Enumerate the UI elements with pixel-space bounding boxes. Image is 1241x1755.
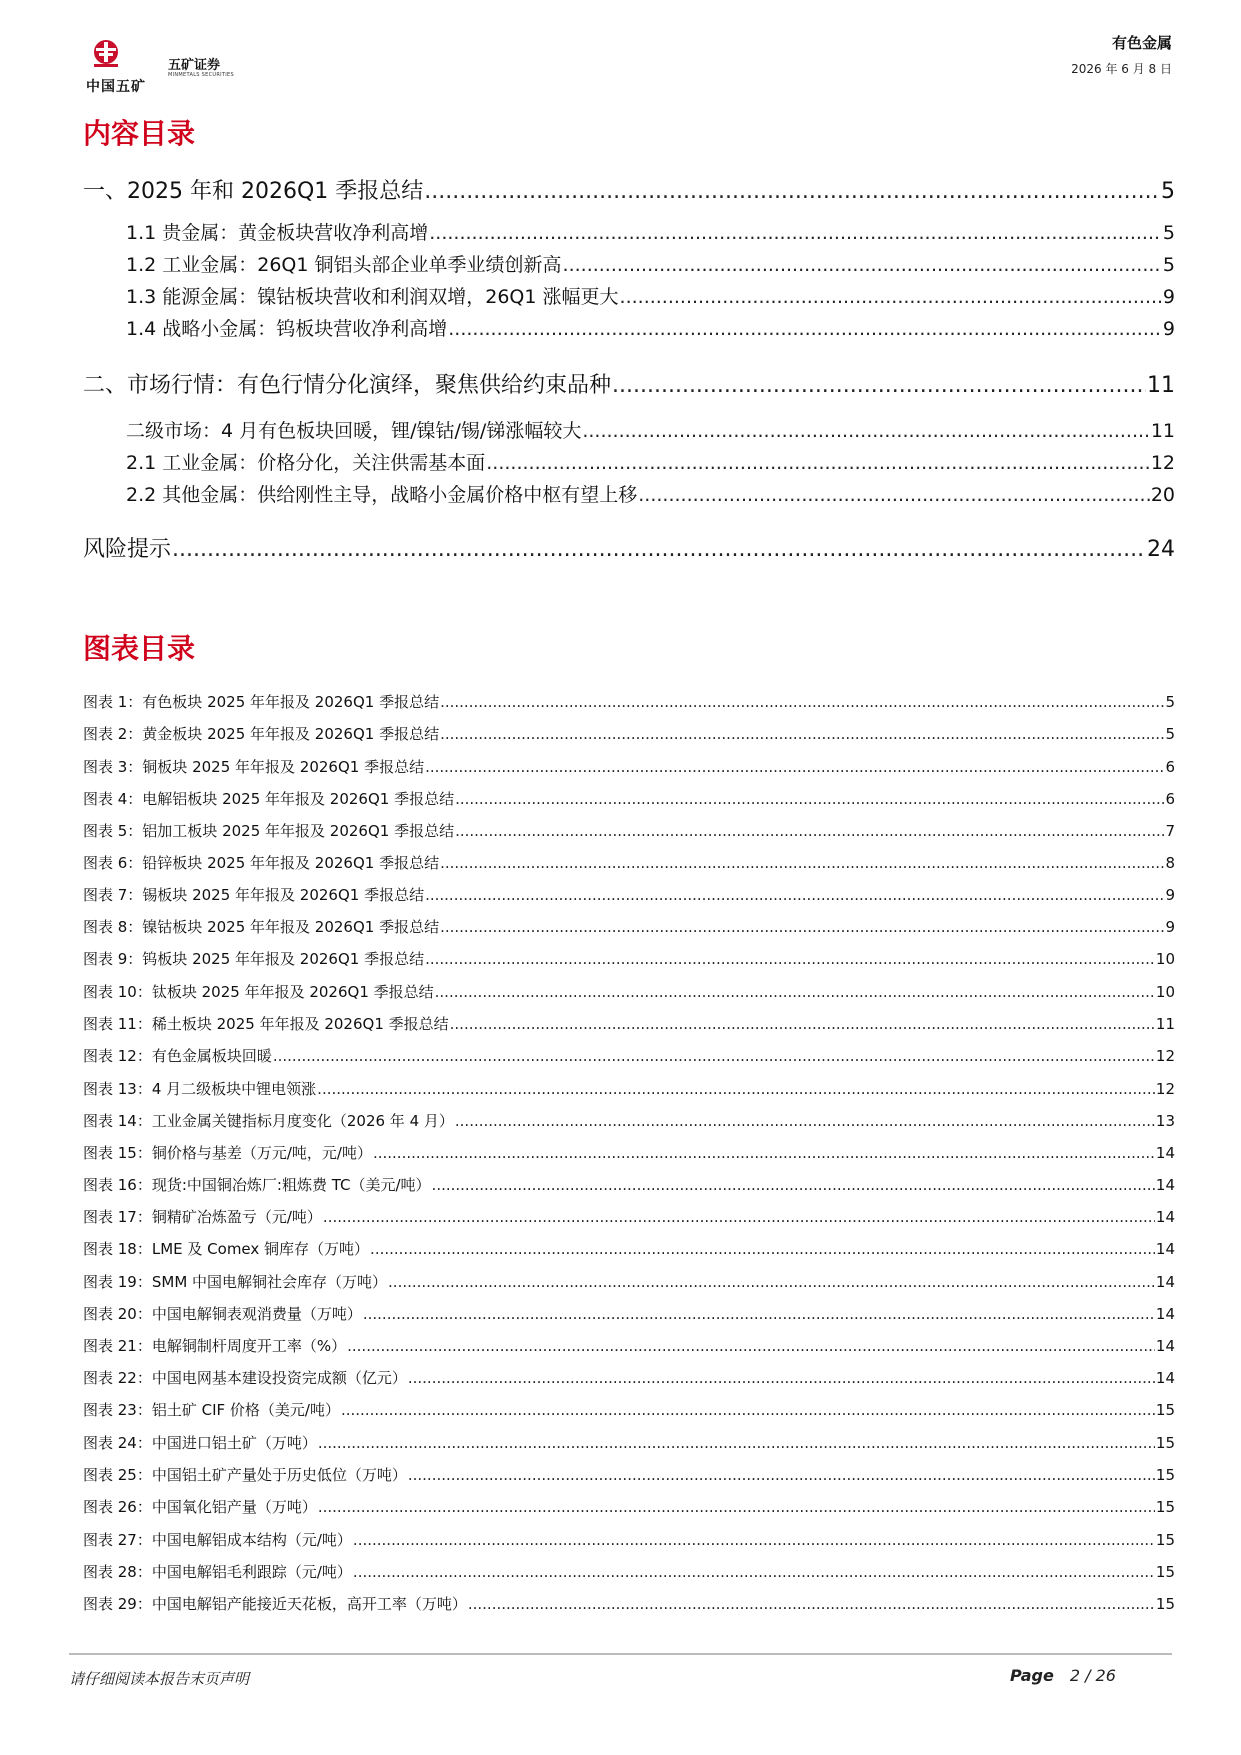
figure-entry-text: 图表 17：铜精矿冶炼盈亏（元/吨） xyxy=(83,1208,322,1226)
dot-leader xyxy=(455,822,1164,840)
toc-entry-page: 5 xyxy=(1162,222,1175,244)
figure-entry-page: 10 xyxy=(1155,950,1175,968)
dot-leader xyxy=(172,537,1146,562)
figure-entry-page: 14 xyxy=(1155,1144,1175,1162)
figure-entry-text: 图表 14：工业金属关键指标月度变化（2026 年 4 月） xyxy=(83,1112,454,1130)
figure-entry[interactable] xyxy=(83,884,1175,905)
dot-leader xyxy=(318,1498,1155,1516)
dot-leader xyxy=(612,373,1146,398)
figure-entry-text: 图表 4：电解铝板块 2025 年年报及 2026Q1 季报总结 xyxy=(83,790,455,808)
toc-entry[interactable] xyxy=(126,448,1175,475)
dot-leader xyxy=(347,1337,1155,1355)
figure-entry-page: 10 xyxy=(1155,983,1175,1001)
figure-entry-text: 图表 18：LME 及 Comex 铜库存（万吨） xyxy=(83,1240,370,1258)
figure-entry-text: 图表 29：中国电解铝产能接近天花板，高开工率（万吨） xyxy=(83,1595,467,1613)
toc-entry-page: 11 xyxy=(1150,420,1175,442)
toc-entry-page: 24 xyxy=(1147,537,1175,562)
figure-entry-page: 7 xyxy=(1165,822,1175,840)
report-category: 有色金属 xyxy=(1111,34,1172,52)
figure-entry[interactable] xyxy=(83,691,1175,712)
footer-divider xyxy=(69,1653,1172,1655)
figure-entry-page: 11 xyxy=(1155,1015,1175,1033)
toc-entry[interactable] xyxy=(126,218,1175,245)
dot-leader xyxy=(317,1080,1155,1098)
figure-entry-page: 15 xyxy=(1155,1498,1175,1516)
dot-leader xyxy=(370,1240,1155,1258)
logo-securities-cn: 五矿证券 xyxy=(168,58,221,73)
dot-leader xyxy=(440,854,1164,872)
dot-leader xyxy=(440,725,1164,743)
dot-leader xyxy=(425,950,1155,968)
figure-entry-text: 图表 24：中国进口铝土矿（万吨） xyxy=(83,1434,317,1452)
figure-entry-page: 15 xyxy=(1155,1595,1175,1613)
figure-entry-text: 图表 22：中国电网基本建设投资完成额（亿元） xyxy=(83,1369,407,1387)
dot-leader xyxy=(620,286,1162,308)
figure-entry[interactable] xyxy=(83,1335,1175,1356)
dot-leader xyxy=(425,758,1164,776)
toc-entry[interactable] xyxy=(126,416,1175,443)
figure-entry-page: 9 xyxy=(1165,918,1175,936)
dot-leader xyxy=(455,790,1164,808)
dot-leader xyxy=(363,1305,1155,1323)
page-label: Page xyxy=(1010,1666,1054,1685)
toc-entry[interactable] xyxy=(83,174,1175,205)
dot-leader xyxy=(450,1015,1155,1033)
dot-leader xyxy=(432,1176,1155,1194)
figure-entry[interactable] xyxy=(83,1271,1175,1292)
toc-entry[interactable] xyxy=(126,314,1175,341)
figure-entry-page: 14 xyxy=(1155,1369,1175,1387)
figure-entry-text: 图表 16：现货:中国铜冶炼厂:粗炼费 TC（美元/吨） xyxy=(83,1176,431,1194)
toc-entry-text: 一、2025 年和 2026Q1 季报总结 xyxy=(83,179,424,204)
toc-entry-text: 1.1 贵金属：黄金板块营收净利高增 xyxy=(126,222,429,244)
figure-entry-page: 6 xyxy=(1165,758,1175,776)
figure-entry-page: 14 xyxy=(1155,1240,1175,1258)
figure-entry[interactable] xyxy=(83,1367,1175,1388)
figure-entry-text: 图表 20：中国电解铜表观消费量（万吨） xyxy=(83,1305,362,1323)
toc-entry-text: 1.4 战略小金属：钨板块营收净利高增 xyxy=(126,318,448,340)
minmetals-emblem-icon xyxy=(80,38,140,78)
figure-entry-text: 图表 12：有色金属板块回暖 xyxy=(83,1047,272,1065)
dot-leader xyxy=(318,1434,1155,1452)
figure-entry-text: 图表 28：中国电解铝毛利跟踪（元/吨） xyxy=(83,1563,352,1581)
figure-entry-text: 图表 10：钛板块 2025 年年报及 2026Q1 季报总结 xyxy=(83,983,434,1001)
figure-entry-page: 12 xyxy=(1155,1080,1175,1098)
figure-entry-page: 15 xyxy=(1155,1531,1175,1549)
toc-entry-page: 5 xyxy=(1162,254,1175,276)
toc-entry-page: 5 xyxy=(1161,179,1175,204)
figure-entry-text: 图表 27：中国电解铝成本结构（元/吨） xyxy=(83,1531,352,1549)
figure-entry[interactable] xyxy=(83,1206,1175,1227)
toc-entry-page: 12 xyxy=(1150,452,1175,474)
toc-entry-text: 1.3 能源金属：镍钴板块营收和利润双增，26Q1 涨幅更大 xyxy=(126,286,619,308)
dot-leader xyxy=(468,1595,1155,1613)
figure-entry-page: 15 xyxy=(1155,1466,1175,1484)
toc-entry[interactable] xyxy=(83,368,1175,399)
toc-entry-text: 2.2 其他金属：供给刚性主导，战略小金属价格中枢有望上移 xyxy=(126,484,638,506)
figure-entry-text: 图表 21：电解铜制杆周度开工率（%） xyxy=(83,1337,347,1355)
figure-entry[interactable] xyxy=(83,1174,1175,1195)
toc-entry[interactable] xyxy=(126,282,1175,309)
toc-entry-text: 1.2 工业金属：26Q1 铜铝头部企业单季业绩创新高 xyxy=(126,254,562,276)
report-date: 2026 年 6 月 8 日 xyxy=(1071,62,1172,76)
footer-disclaimer: 请仔细阅读本报告末页声明 xyxy=(69,1670,250,1688)
figure-entry[interactable] xyxy=(83,1464,1175,1485)
figure-entry-text: 图表 26：中国氧化铝产量（万吨） xyxy=(83,1498,317,1516)
dot-leader xyxy=(323,1208,1155,1226)
figure-entry-page: 6 xyxy=(1165,790,1175,808)
dot-leader xyxy=(448,318,1162,340)
toc-entry[interactable] xyxy=(83,532,1175,563)
figure-entry[interactable] xyxy=(83,981,1175,1002)
figure-entry[interactable] xyxy=(83,1238,1175,1259)
figure-entry[interactable] xyxy=(83,1399,1175,1420)
figures-title: 图表目录 xyxy=(83,632,196,665)
figure-entry-text: 图表 11：稀土板块 2025 年年报及 2026Q1 季报总结 xyxy=(83,1015,449,1033)
figure-entry[interactable] xyxy=(83,820,1175,841)
dot-leader xyxy=(373,1144,1155,1162)
dot-leader xyxy=(408,1466,1155,1484)
toc-entry-page: 20 xyxy=(1150,484,1175,506)
toc-entry-page: 11 xyxy=(1147,373,1175,398)
figure-entry-page: 14 xyxy=(1155,1176,1175,1194)
dot-leader xyxy=(425,886,1164,904)
dot-leader xyxy=(273,1047,1155,1065)
toc-entry-text: 2.1 工业金属：价格分化，关注供需基本面 xyxy=(126,452,486,474)
figure-entry[interactable] xyxy=(83,723,1175,744)
figure-entry-text: 图表 5：铝加工板块 2025 年年报及 2026Q1 季报总结 xyxy=(83,822,455,840)
dot-leader xyxy=(638,484,1150,506)
figure-entry[interactable] xyxy=(83,1013,1175,1034)
figure-entry[interactable] xyxy=(83,1045,1175,1066)
figure-entry-text: 图表 19：SMM 中国电解铜社会库存（万吨） xyxy=(83,1273,388,1291)
dot-leader xyxy=(353,1563,1155,1581)
dot-leader xyxy=(353,1531,1155,1549)
figure-entry[interactable] xyxy=(83,756,1175,777)
figure-entry-page: 14 xyxy=(1155,1208,1175,1226)
figure-entry-page: 14 xyxy=(1155,1305,1175,1323)
figure-entry-text: 图表 25：中国铝土矿产量处于历史低位（万吨） xyxy=(83,1466,407,1484)
figure-entry-text: 图表 9：钨板块 2025 年年报及 2026Q1 季报总结 xyxy=(83,950,425,968)
figure-entry[interactable] xyxy=(83,1110,1175,1131)
figure-entry-page: 12 xyxy=(1155,1047,1175,1065)
figure-entry-text: 图表 13：4 月二级板块中锂电领涨 xyxy=(83,1080,317,1098)
dot-leader xyxy=(429,222,1162,244)
footer-page-indicator xyxy=(1010,1666,1116,1685)
dot-leader xyxy=(455,1112,1155,1130)
toc-entry-page: 9 xyxy=(1162,318,1175,340)
figure-entry[interactable] xyxy=(83,1078,1175,1099)
page-number: 2 / 26 xyxy=(1069,1666,1116,1685)
figure-entry[interactable] xyxy=(83,852,1175,873)
figure-entry[interactable] xyxy=(83,788,1175,809)
dot-leader xyxy=(486,452,1150,474)
figure-entry-page: 15 xyxy=(1155,1563,1175,1581)
figure-entry-text: 图表 7：锡板块 2025 年年报及 2026Q1 季报总结 xyxy=(83,886,425,904)
figure-entry[interactable] xyxy=(83,1496,1175,1517)
figure-entry-text: 图表 3：铜板块 2025 年年报及 2026Q1 季报总结 xyxy=(83,758,425,776)
figure-entry-page: 13 xyxy=(1155,1112,1175,1130)
toc-entry-text: 二、市场行情：有色行情分化演绎，聚焦供给约束品种 xyxy=(83,373,612,398)
toc-entry-page: 9 xyxy=(1162,286,1175,308)
toc-entry-text: 风险提示 xyxy=(83,537,172,562)
figure-entry[interactable] xyxy=(83,1529,1175,1550)
toc-entry[interactable] xyxy=(126,250,1175,277)
figure-entry-page: 15 xyxy=(1155,1401,1175,1419)
toc-entry[interactable] xyxy=(126,480,1175,507)
figure-entry-page: 9 xyxy=(1165,886,1175,904)
dot-leader xyxy=(563,254,1162,276)
dot-leader xyxy=(440,918,1164,936)
dot-leader xyxy=(440,693,1164,711)
company-logo xyxy=(80,38,270,98)
dot-leader xyxy=(424,179,1160,204)
figure-entry-page: 5 xyxy=(1165,725,1175,743)
figure-entry-page: 8 xyxy=(1165,854,1175,872)
figure-entry[interactable] xyxy=(83,1593,1175,1614)
dot-leader xyxy=(435,983,1155,1001)
figure-entry-page: 14 xyxy=(1155,1337,1175,1355)
figure-entry-text: 图表 2：黄金板块 2025 年年报及 2026Q1 季报总结 xyxy=(83,725,440,743)
figure-entry[interactable] xyxy=(83,1303,1175,1324)
toc-entry-text: 二级市场：4 月有色板块回暖，锂/镍钴/锡/锑涨幅较大 xyxy=(126,420,582,442)
figure-entry[interactable] xyxy=(83,916,1175,937)
figure-entry[interactable] xyxy=(83,948,1175,969)
figure-entry-text: 图表 23：铝土矿 CIF 价格（美元/吨） xyxy=(83,1401,340,1419)
logo-text-cn: 中国五矿 xyxy=(86,79,146,95)
figure-entry-page: 5 xyxy=(1165,693,1175,711)
dot-leader xyxy=(388,1273,1155,1291)
figure-entry-page: 15 xyxy=(1155,1434,1175,1452)
figure-entry[interactable] xyxy=(83,1561,1175,1582)
dot-leader xyxy=(408,1369,1155,1387)
toc-title: 内容目录 xyxy=(83,117,196,150)
figure-entry-page: 14 xyxy=(1155,1273,1175,1291)
dot-leader xyxy=(341,1401,1155,1419)
page-header xyxy=(0,0,1241,110)
figure-entry-text: 图表 1：有色板块 2025 年年报及 2026Q1 季报总结 xyxy=(83,693,440,711)
logo-securities-en: MINMETALS SECURITIES xyxy=(168,72,234,78)
figure-entry[interactable] xyxy=(83,1432,1175,1453)
figure-entry[interactable] xyxy=(83,1142,1175,1163)
figure-entry-text: 图表 8：镍钴板块 2025 年年报及 2026Q1 季报总结 xyxy=(83,918,440,936)
figure-entry-text: 图表 15：铜价格与基差（万元/吨，元/吨） xyxy=(83,1144,372,1162)
dot-leader xyxy=(582,420,1149,442)
figure-entry-text: 图表 6：铅锌板块 2025 年年报及 2026Q1 季报总结 xyxy=(83,854,440,872)
